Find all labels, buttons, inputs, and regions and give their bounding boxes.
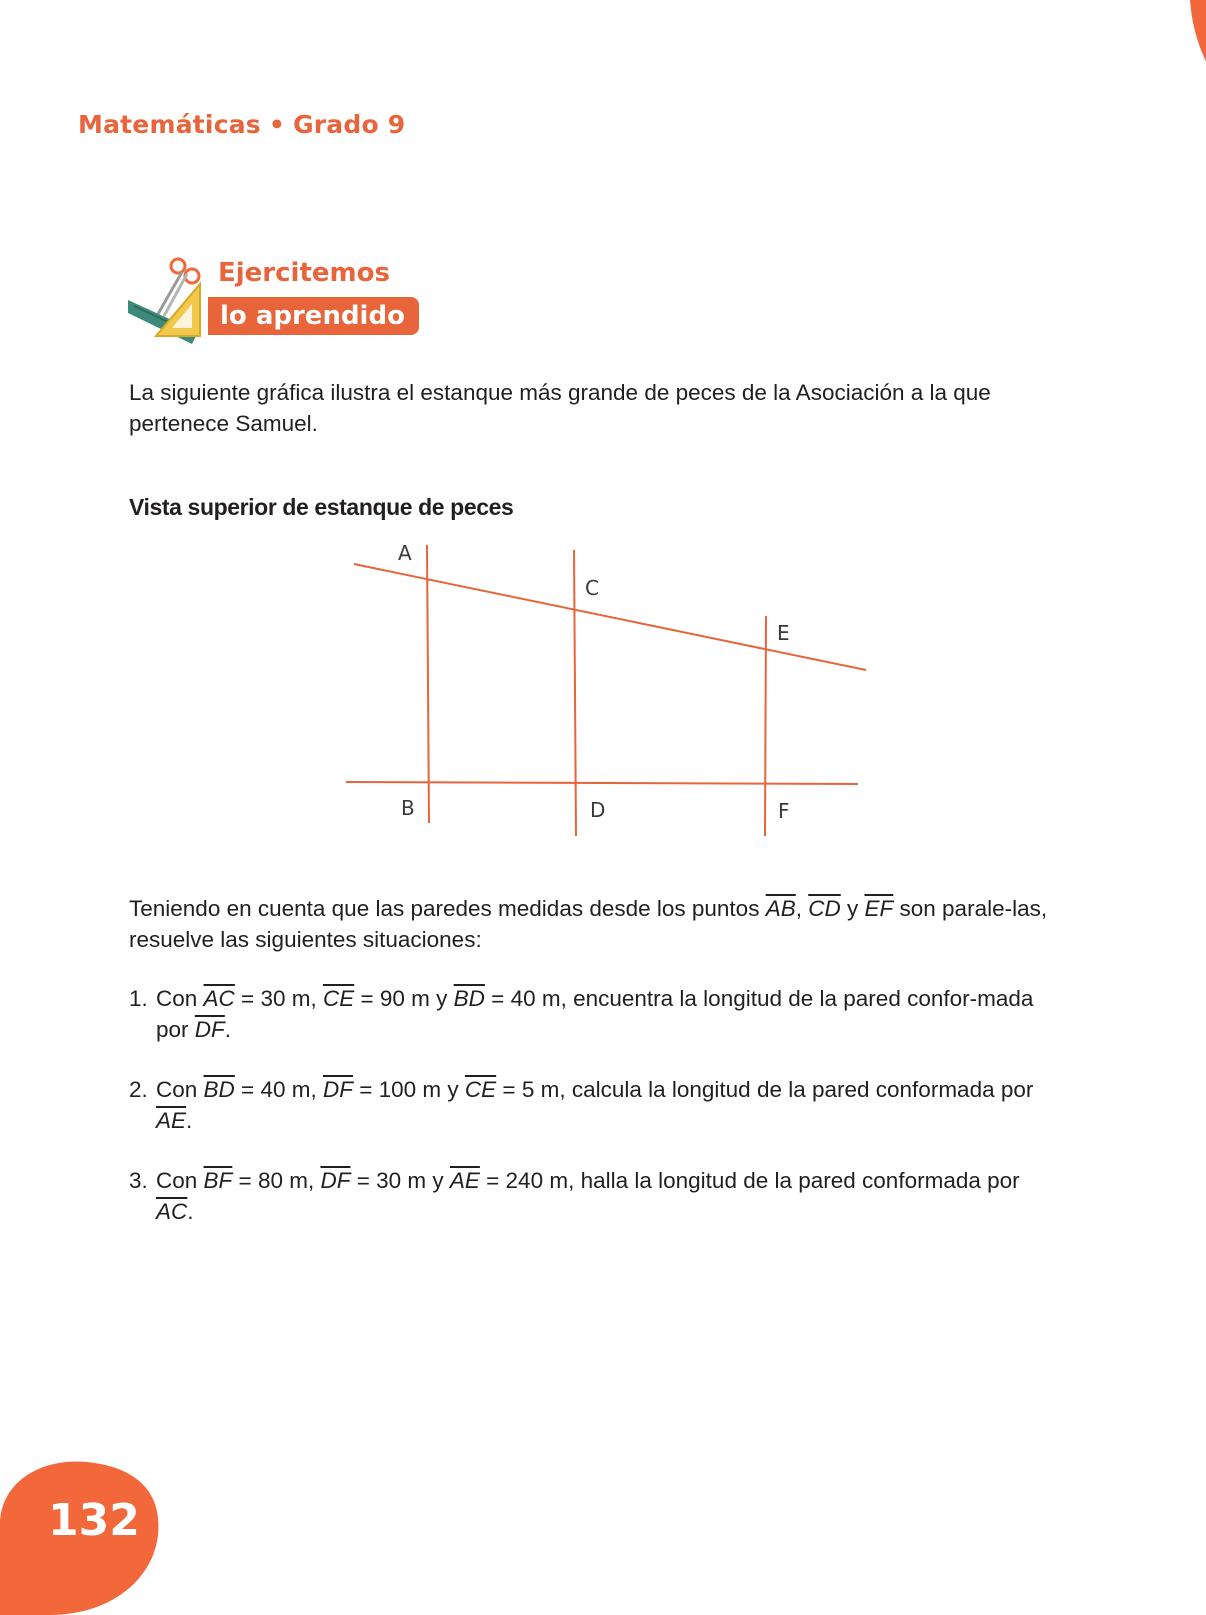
problem-text: = 30 m y [350, 1168, 450, 1193]
problem-item [129, 1074, 1049, 1136]
segment-ab: $\overline{AB}$ [765, 896, 796, 921]
problem-text: = 100 m y [352, 1077, 465, 1102]
problem-text: = 40 m, [234, 1077, 323, 1102]
label-b: B [401, 796, 415, 820]
problem-number: 2. [129, 1077, 148, 1102]
problem-text: = 90 m y [354, 986, 454, 1011]
problem-text: . [187, 1199, 194, 1224]
label-f: F [778, 799, 790, 823]
problem-segment: $\overline{BF}$ [203, 1168, 233, 1193]
diagram-lines [346, 545, 866, 836]
problem-segment: $\overline{BD}$ [453, 986, 485, 1011]
problem-text: . [186, 1108, 193, 1133]
instructions-text: Teniendo en cuenta que las paredes medidas desde los puntos [129, 896, 766, 921]
diagram-title: Vista superior de estanque de peces [129, 494, 514, 520]
problem-number: 3. [129, 1168, 148, 1193]
pond-diagram [340, 540, 880, 850]
problem-text: = 30 m, [234, 986, 323, 1011]
line-bdf [346, 782, 858, 784]
problem-segment: $\overline{DF}$ [320, 1168, 351, 1193]
problem-segment: $\overline{AC}$ [203, 986, 235, 1011]
line-ace [354, 564, 866, 670]
problem-text: . [224, 1017, 232, 1042]
label-d: D [590, 798, 606, 822]
problem-item [129, 983, 1049, 1045]
problem-text: = 40 m, encuentra la longitud de la pared confor-mada por [156, 986, 1034, 1042]
problem-number: 1. [129, 986, 148, 1011]
instructions-paragraph [129, 893, 1049, 955]
problem-list [129, 983, 1049, 1256]
label-a: A [398, 541, 412, 565]
section-title: Ejercitemos [218, 258, 390, 288]
line-ef [765, 616, 766, 836]
problem-text: = 240 m, halla la longitud de la pared conformada por [479, 1168, 1020, 1193]
label-c: C [585, 576, 599, 600]
problem-segment: $\overline{AE}$ [156, 1108, 187, 1133]
problem-segment: $\overline{BD}$ [203, 1077, 235, 1102]
segment-cd: $\overline{CD}$ [808, 896, 841, 921]
intro-paragraph: La siguiente gráfica ilustra el estanque más grande de peces de la Asociación a la que pertenece Samuel. [129, 380, 991, 436]
section-subtitle: lo aprendido [208, 297, 419, 335]
problem-segment: $\overline{DF}$ [194, 1017, 225, 1042]
problem-text: Con [156, 1077, 204, 1102]
corner-decoration [1166, 0, 1206, 110]
problem-segment: $\overline{CE}$ [322, 986, 355, 1011]
problem-text: = 5 m, calcula la longitud de la pared conformada por [496, 1077, 1034, 1102]
scissors-ruler-icon [128, 254, 208, 344]
label-e: E [777, 621, 790, 645]
problem-segment: $\overline{AC}$ [156, 1199, 188, 1224]
header-grade: Grado 9 [293, 110, 406, 139]
header-subject: Matemáticas [78, 110, 261, 139]
problem-text: Con [156, 986, 204, 1011]
instructions-text: , [795, 896, 809, 921]
problem-segment: $\overline{DF}$ [322, 1077, 353, 1102]
problem-text: Con [156, 1168, 204, 1193]
problem-segment: $\overline{AE}$ [449, 1168, 480, 1193]
line-ab [427, 545, 429, 823]
instructions-text: son parale-las, resuelve las siguientes situaciones: [129, 896, 1048, 952]
problem-segment: $\overline{CE}$ [464, 1077, 497, 1102]
page-number: 132 [48, 1495, 140, 1546]
problem-text: = 80 m, [232, 1168, 321, 1193]
problem-item [129, 1165, 1049, 1227]
instructions-text: y [840, 896, 865, 921]
line-cd [574, 550, 576, 836]
segment-ef: $\overline{EF}$ [864, 896, 894, 921]
running-header [78, 110, 405, 139]
header-separator: • [268, 110, 286, 139]
